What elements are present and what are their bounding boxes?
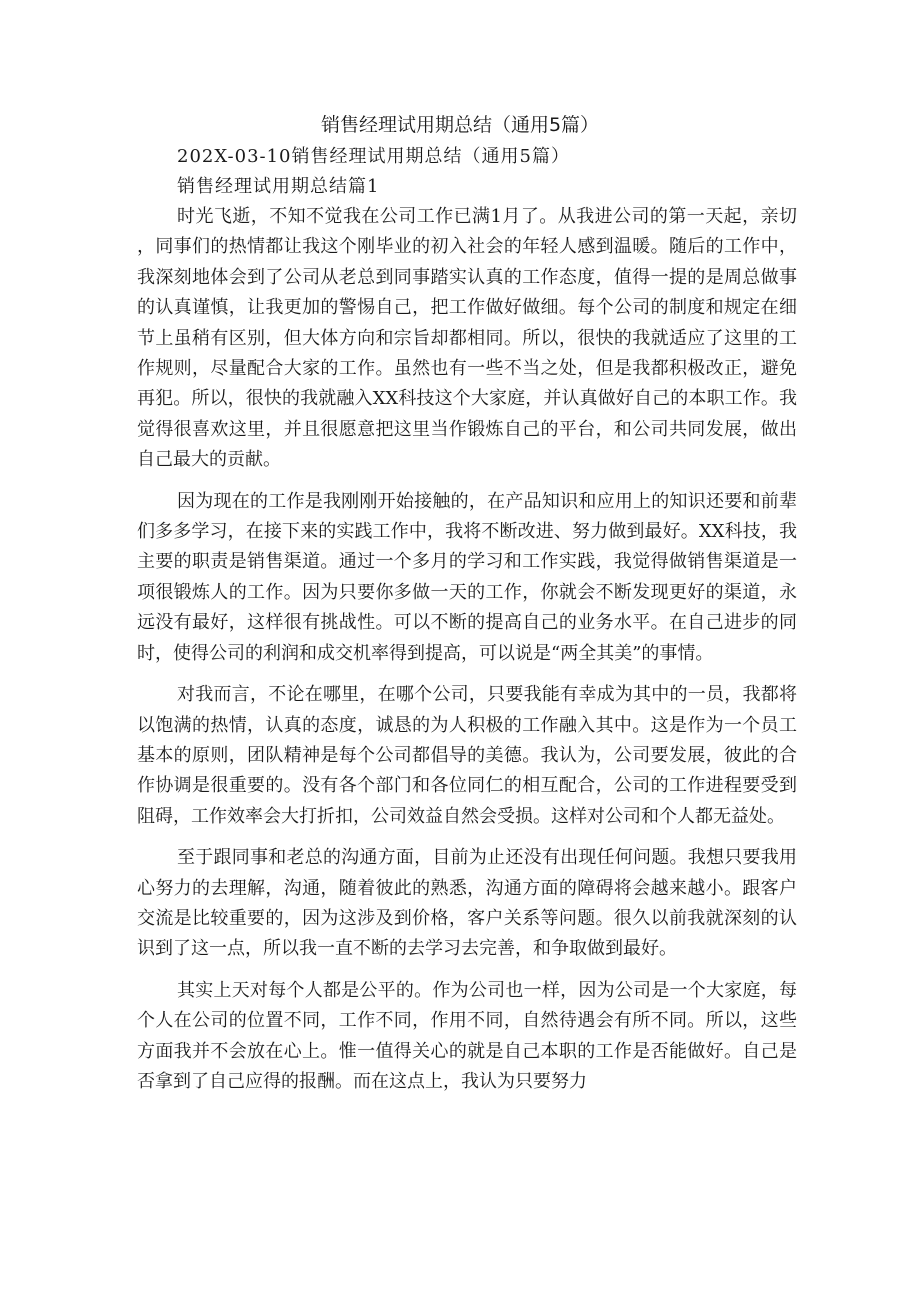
- date-line: 202X-03-10销售经理试用期总结（通用5篇）: [177, 146, 570, 167]
- paragraph-5: 其实上天对每个人都是公平的。作为公司也一样，因为公司是一个大家庭，每个人在公司的位置不同，工作不同，作用不同，自然待遇会有所不同。所以，这些方面我并不会放在心上。惟一值得关心的就是自己本职的工作是否能做好。自己是否拿到了自己应得的报酬。而在这点上，我认为只要努力: [137, 979, 797, 1092]
- paragraph-3: 对我而言，不论在哪里，在哪个公司，只要我能有幸成为其中的一员，我都将以饱满的热情，认真的态度，诚恳的为人积极的工作融入其中。这是作为一个员工基本的原则，团队精神是每个公司都倡导的美德。我认为，公司要发展，彼此的合作协调是很重要的。没有各个部门和各位同仁的相互配合，公司的工作进程要受到阻碍，工作效率会大打折扣，公司效益自然会受损。这样对公司和个人都无益处。: [137, 684, 797, 827]
- paragraph-1: 时光飞逝，不知不觉我在公司工作已满1月了。从我进公司的第一天起，亲切，同事们的热情都让我这个刚毕业的初入社会的年轻人感到温暖。随后的工作中，我深刻地体会到了公司从老总到同事踏实认真的工作态度，值得一提的是周总做事的认真谨慎，让我更加的警惕自己，把工作做好做细。每个公司的制度和规定在细节上虽稍有区别，但大体方向和宗旨却都相同。所以，很快的我就适应了这里的工作规则，尽量配合大家的工作。虽然也有一些不当之处，但是我都积极改正，避免再犯。所以，很快的我就融入XX科技这个大家庭，并认真做好自己的本职工作。我觉得很喜欢这里，并且很愿意把这里当作锻炼自己的平台，和公司共同发展，做出自己最大的贡献。: [137, 206, 797, 471]
- section-heading: 销售经理试用期总结篇1: [177, 176, 380, 197]
- document-title: 销售经理试用期总结（通用5篇）: [320, 114, 600, 136]
- paragraph-2: 因为现在的工作是我刚刚开始接触的，在产品知识和应用上的知识还要和前辈们多多学习，在接下来的实践工作中，我将不断改进、努力做到最好。XX科技，我主要的职责是销售渠道。通过一个多月的学习和工作实践，我觉得做销售渠道是一项很锻炼人的工作。因为只要你多做一天的工作，你就会不断发现更好的渠道，永远没有最好，这样很有挑战性。可以不断的提高自己的业务水平。在自己进步的同时，使得公司的利润和成交机率得到提高，可以说是“两全其美”的事情。: [137, 490, 797, 664]
- paragraph-4: 至于跟同事和老总的沟通方面，目前为止还没有出现任何问题。我想只要我用心努力的去理解，沟通，随着彼此的熟悉，沟通方面的障碍将会越来越小。跟客户交流是比较重要的，因为这涉及到价格，客户关系等问题。很久以前我就深刻的认识到了这一点，所以我一直不断的去学习去完善，和争取做到最好。: [137, 847, 797, 960]
- document-body: [137, 202, 797, 1108]
